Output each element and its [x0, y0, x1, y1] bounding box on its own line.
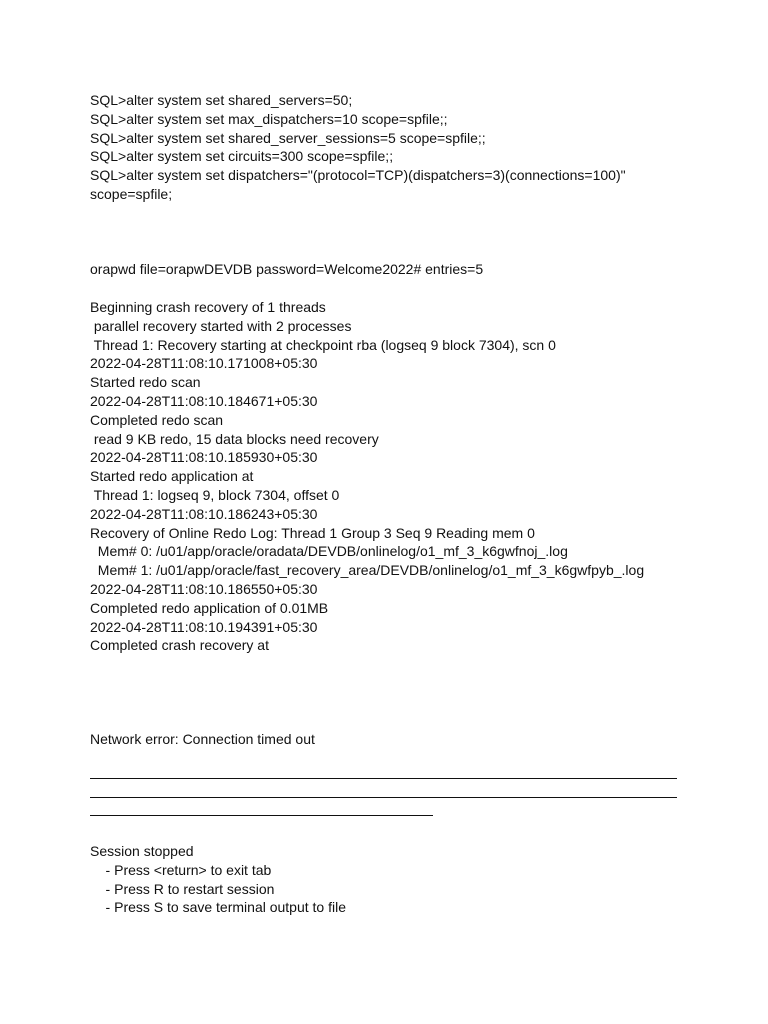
- orapwd-command-line: orapwd file=orapwDEVDB password=Welcome2022# entries=5: [90, 261, 484, 277]
- log-line: read 9 KB redo, 15 data blocks need recovery: [90, 430, 379, 447]
- sql-command-line: SQL>alter system set dispatchers="(protocol=TCP)(dispatchers=3)(connections=100)": [90, 167, 626, 184]
- log-line: Beginning crash recovery of 1 threads: [90, 299, 326, 315]
- log-line: Started redo scan: [90, 374, 201, 391]
- log-line: Mem# 0: /u01/app/oracle/oradata/DEVDB/onlinelog/o1_mf_3_k6gwfnoj_.log: [90, 543, 568, 560]
- sql-command-line: SQL>alter system set circuits=300 scope=spfile;;: [90, 148, 394, 165]
- log-line: 2022-04-28T11:08:10.186243+05:30: [90, 505, 318, 522]
- sql-command-line: scope=spfile;: [90, 185, 173, 202]
- log-line: 2022-04-28T11:08:10.194391+05:30: [90, 618, 318, 635]
- log-line: Started redo application at: [90, 468, 254, 485]
- session-option: - Press <return> to exit tab: [90, 861, 272, 878]
- orapwd-block: [90, 260, 690, 279]
- horizontal-rule: [90, 783, 690, 802]
- horizontal-rule: [90, 764, 690, 783]
- sql-command-line: SQL>alter system set shared_servers=50;: [90, 92, 353, 108]
- log-line: Completed crash recovery at: [90, 637, 269, 654]
- session-option: - Press R to restart session: [90, 880, 275, 897]
- recovery-log-block: [90, 298, 690, 655]
- log-line: Thread 1: logseq 9, block 7304, offset 0: [90, 486, 340, 503]
- log-line: Thread 1: Recovery starting at checkpoint rba (logseq 9 block 7304), scn 0: [90, 336, 556, 353]
- log-line: Completed redo scan: [90, 411, 224, 428]
- session-option: - Press S to save terminal output to file: [90, 899, 346, 916]
- log-line: parallel recovery started with 2 processes: [90, 317, 352, 334]
- network-error-message: Network error: Connection timed out: [90, 731, 315, 747]
- session-status: Session stopped: [90, 843, 194, 859]
- log-line: 2022-04-28T11:08:10.171008+05:30: [90, 355, 318, 372]
- log-line: 2022-04-28T11:08:10.186550+05:30: [90, 580, 318, 597]
- log-line: Recovery of Online Redo Log: Thread 1 Group 3 Seq 9 Reading mem 0: [90, 524, 535, 541]
- separator-rules: [90, 764, 690, 820]
- session-block: [90, 842, 690, 917]
- network-error-block: [90, 730, 690, 749]
- sql-command-line: SQL>alter system set shared_server_sessions=5 scope=spfile;;: [90, 129, 486, 146]
- log-line: Completed redo application of 0.01MB: [90, 599, 329, 616]
- horizontal-rule: [90, 802, 690, 821]
- log-line: 2022-04-28T11:08:10.185930+05:30: [90, 449, 318, 466]
- sql-command-line: SQL>alter system set max_dispatchers=10 scope=spfile;;: [90, 110, 448, 127]
- log-line: Mem# 1: /u01/app/oracle/fast_recovery_area/DEVDB/onlinelog/o1_mf_3_k6gwfpyb_.log: [90, 562, 645, 579]
- sql-commands-block: [90, 91, 690, 204]
- log-line: 2022-04-28T11:08:10.184671+05:30: [90, 392, 318, 409]
